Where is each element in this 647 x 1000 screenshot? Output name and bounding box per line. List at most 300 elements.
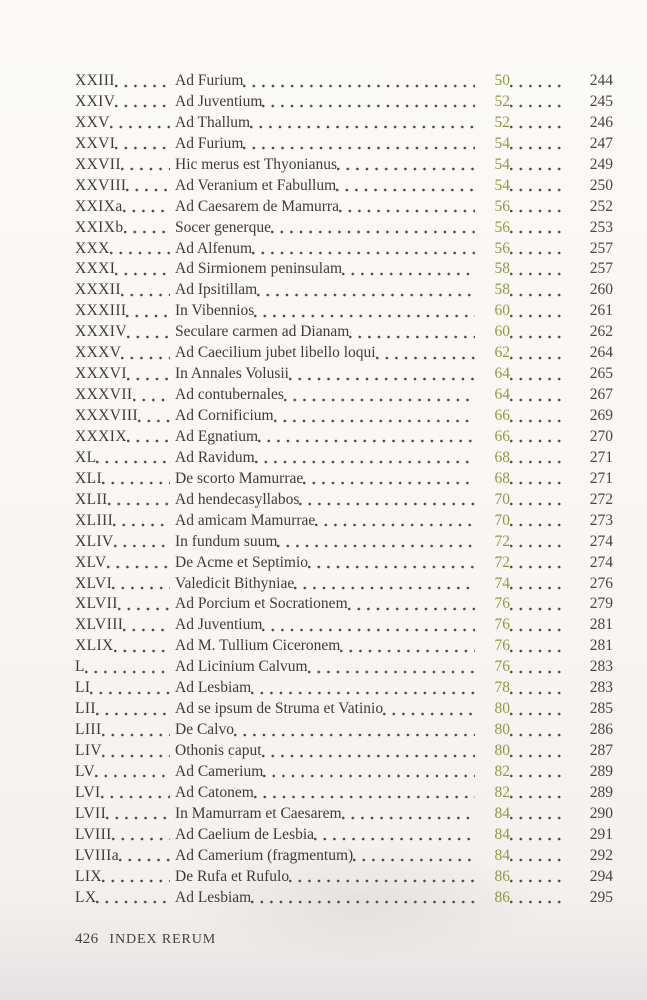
index-row [75, 511, 613, 532]
dot-leader [252, 239, 475, 260]
numeral-column [75, 71, 175, 92]
poem-numeral: XLIV [75, 532, 114, 550]
title-column [175, 218, 480, 239]
dot-leader [510, 71, 566, 92]
dot-leader [510, 553, 566, 574]
line-number: 56 [494, 239, 510, 257]
line-number: 72 [494, 553, 510, 571]
poem-title: Ad Sirmionem peninsulam [175, 260, 343, 278]
line-number: 64 [494, 386, 510, 404]
dot-leader [510, 532, 566, 553]
dot-leader [121, 280, 170, 301]
numeral-column [75, 532, 175, 553]
line-number: 56 [494, 197, 510, 215]
title-column [175, 532, 480, 553]
dot-leader [90, 678, 170, 699]
dot-leader [262, 615, 475, 636]
dot-leader [510, 406, 566, 427]
line-number: 54 [494, 134, 510, 152]
poem-title: Ad Juventium [175, 616, 263, 634]
numeral-column [75, 574, 175, 595]
poem-numeral: LIII [75, 721, 102, 739]
dot-leader [251, 678, 475, 699]
index-row [75, 846, 613, 867]
poem-numeral: XXVII [75, 155, 121, 173]
line-number: 82 [494, 783, 510, 801]
numeral-column [75, 239, 175, 260]
poem-numeral: L [75, 658, 85, 676]
dot-leader [337, 155, 475, 176]
poem-numeral: XXXVII [75, 386, 133, 404]
numeral-column [75, 867, 175, 888]
dot-leader [96, 699, 170, 720]
line-number: 54 [494, 176, 510, 194]
dot-leader [263, 762, 475, 783]
numeral-column [75, 176, 175, 197]
index-row [75, 636, 613, 657]
poem-title: Ad Ipsitillam [175, 281, 258, 299]
poem-title: Ad Thallum [175, 113, 251, 131]
poem-title: Ad Porcium et Socrationem [175, 595, 348, 613]
index-row [75, 678, 613, 699]
dot-leader [262, 741, 475, 762]
dot-leader [127, 364, 170, 385]
numeral-column [75, 155, 175, 176]
title-column [175, 553, 480, 574]
numeral-column [75, 825, 175, 846]
poem-title: Ad Caesarem de Mamurra [175, 197, 339, 215]
poem-title: Ad Camerium (fragmentum) [175, 846, 354, 864]
title-column [175, 301, 480, 322]
title-column [175, 113, 480, 134]
dot-leader [510, 594, 566, 615]
index-row [75, 574, 613, 595]
title-column [175, 427, 480, 448]
poem-numeral: XXXV [75, 344, 122, 362]
dot-leader [299, 490, 475, 511]
index-row [75, 888, 613, 909]
page-number: 264 [589, 344, 613, 362]
title-column [175, 469, 480, 490]
poem-title: Valedicit Bithyniae [175, 574, 295, 592]
poem-numeral: LI [75, 679, 91, 697]
title-column [175, 762, 480, 783]
page-number: 271 [589, 469, 613, 487]
line-number: 52 [494, 113, 510, 131]
dot-leader [115, 71, 170, 92]
poem-numeral: XXXIV [75, 323, 127, 341]
poem-numeral: LII [75, 700, 96, 718]
poem-numeral: LVI [75, 783, 101, 801]
index-row [75, 825, 613, 846]
poem-numeral: XXX [75, 239, 110, 257]
numeral-column [75, 343, 175, 364]
dot-leader [510, 113, 566, 134]
poem-numeral: XXXVI [75, 365, 127, 383]
poem-title: De Acme et Septimio [175, 553, 309, 571]
title-column [175, 804, 480, 825]
line-number: 86 [494, 888, 510, 906]
index-row [75, 259, 613, 280]
dot-leader [308, 553, 475, 574]
dot-leader [112, 825, 170, 846]
page-number: 269 [589, 407, 613, 424]
line-number: 80 [494, 700, 510, 718]
title-column [175, 239, 480, 260]
poem-title: Ad Alfenum [175, 239, 253, 257]
dot-leader [510, 92, 566, 113]
dot-leader [308, 657, 475, 678]
line-number: 70 [494, 511, 510, 529]
index-row [75, 448, 613, 469]
dot-leader [110, 239, 170, 260]
poem-title: Ad hendecasyllabos [175, 490, 300, 508]
dot-leader [108, 490, 170, 511]
poem-numeral: XXXI [75, 260, 116, 278]
numeral-column [75, 364, 175, 385]
dot-leader [119, 846, 170, 867]
title-column [175, 594, 480, 615]
poem-numeral: XLII [75, 490, 108, 508]
poem-title: Ad Cornificium [175, 407, 274, 424]
line-number: 58 [494, 260, 510, 278]
poem-title: Ad Licinium Calvum [175, 658, 308, 676]
index-row [75, 804, 613, 825]
dot-leader [510, 197, 566, 218]
title-column [175, 846, 480, 867]
poem-numeral: XLIX [75, 637, 114, 655]
index-row [75, 322, 613, 343]
title-column [175, 783, 480, 804]
line-number: 86 [494, 867, 510, 885]
line-number: 84 [494, 804, 510, 822]
dot-leader [254, 783, 475, 804]
dot-leader [110, 113, 170, 134]
dot-leader [510, 343, 566, 364]
numeral-column [75, 301, 175, 322]
dot-leader [121, 343, 170, 364]
poem-title: Ad se ipsum de Struma et Vatinio [175, 700, 384, 718]
poem-title: Ad Lesbiam [175, 888, 252, 906]
dot-leader [303, 469, 475, 490]
numeral-column [75, 406, 175, 427]
numeral-column [75, 741, 175, 762]
dot-leader [510, 469, 566, 490]
poem-numeral: LX [75, 888, 97, 906]
poem-title: In Vibennios [175, 302, 255, 320]
line-number: 80 [494, 742, 510, 759]
page-number: 283 [589, 679, 613, 697]
page-number: 276 [589, 574, 613, 592]
poem-numeral: XL [75, 448, 97, 466]
dot-leader [277, 532, 475, 553]
page-number: 252 [589, 197, 613, 215]
dot-leader [133, 385, 171, 406]
dot-leader [342, 804, 475, 825]
page-number: 260 [589, 281, 613, 299]
numeral-column [75, 846, 175, 867]
dot-leader [289, 364, 475, 385]
poem-title: In Mamurram et Caesarem [175, 804, 342, 822]
poem-title: Ad Catonem [175, 783, 254, 801]
title-column [175, 888, 480, 909]
dot-leader [102, 741, 170, 762]
page-number: 261 [589, 302, 613, 320]
title-column [175, 343, 480, 364]
folio-number: 426 [75, 931, 99, 947]
dot-leader [510, 176, 566, 197]
line-number: 60 [494, 302, 510, 320]
title-column [175, 448, 480, 469]
dot-leader [510, 846, 566, 867]
dot-leader [510, 134, 566, 155]
dot-leader [510, 280, 566, 301]
poem-title: In Annales Volusii [175, 365, 289, 383]
line-number: 84 [494, 846, 510, 864]
dot-leader [348, 594, 475, 615]
index-row [75, 553, 613, 574]
poem-title: Ad Egnatium [175, 427, 259, 445]
index-row [75, 699, 613, 720]
numeral-column [75, 469, 175, 490]
page-number: 247 [589, 134, 613, 152]
dot-leader [101, 783, 170, 804]
numeral-column [75, 636, 175, 657]
poem-numeral: XLV [75, 553, 107, 571]
title-column [175, 176, 480, 197]
index-row [75, 385, 613, 406]
dot-leader [243, 71, 475, 92]
poem-numeral: XXVI [75, 134, 116, 152]
poem-numeral: LVIII [75, 825, 112, 843]
dot-leader [510, 301, 566, 322]
poem-title: Ad Veranium et Fabullum [175, 176, 337, 194]
running-head: INDEX RERUM [109, 932, 217, 947]
numeral-column [75, 783, 175, 804]
title-column [175, 615, 480, 636]
page-number: 281 [589, 637, 613, 655]
page-number: 270 [589, 427, 613, 445]
numeral-column [75, 427, 175, 448]
dot-leader [510, 218, 566, 239]
dot-leader [510, 762, 566, 783]
dot-leader [510, 364, 566, 385]
page-number: 257 [589, 239, 613, 257]
numeral-column [75, 657, 175, 678]
dot-leader [383, 699, 475, 720]
poem-numeral: XXXII [75, 281, 121, 299]
poem-numeral: XXXVIII [75, 407, 139, 424]
poem-title: Ad Caelium de Lesbia [175, 825, 315, 843]
dot-leader [123, 615, 170, 636]
dot-leader [336, 176, 475, 197]
page-number: 272 [589, 490, 613, 508]
dot-leader [271, 218, 475, 239]
poem-title: Ad Lesbiam [175, 679, 252, 697]
dot-leader [510, 155, 566, 176]
poem-title: Ad Juventium [175, 92, 263, 110]
index-row [75, 615, 613, 636]
title-column [175, 197, 480, 218]
dot-leader [340, 636, 475, 657]
dot-leader [510, 239, 566, 260]
poem-numeral: XXIII [75, 72, 115, 89]
dot-leader [115, 92, 170, 113]
index-row [75, 301, 613, 322]
poem-title: Ad Caecilium jubet libello loqui [175, 344, 376, 362]
page-number: 265 [589, 365, 613, 383]
dot-leader [123, 197, 170, 218]
title-column [175, 657, 480, 678]
numeral-column [75, 804, 175, 825]
poem-numeral: XLVI [75, 574, 113, 592]
line-number: 74 [494, 574, 510, 592]
index-row [75, 113, 613, 134]
poem-numeral: XXV [75, 113, 110, 131]
dot-leader [96, 888, 170, 909]
title-column [175, 155, 480, 176]
poem-title: Ad Furium [175, 134, 244, 152]
title-column [175, 636, 480, 657]
numeral-column [75, 490, 175, 511]
page-number: 285 [589, 700, 613, 718]
dot-leader [315, 511, 475, 532]
dot-leader [510, 322, 566, 343]
poem-title: Othonis caput [175, 742, 262, 759]
numeral-column [75, 322, 175, 343]
title-column [175, 741, 480, 762]
dot-leader [250, 113, 475, 134]
dot-leader [510, 783, 566, 804]
poem-numeral: LVIIIa [75, 846, 120, 864]
line-number: 70 [494, 490, 510, 508]
title-column [175, 490, 480, 511]
page-number: 262 [589, 323, 613, 341]
page-number: 253 [589, 218, 613, 236]
dot-leader [262, 92, 475, 113]
index-row [75, 427, 613, 448]
poem-numeral: XLVII [75, 595, 118, 613]
index-row [75, 867, 613, 888]
page-number: 291 [589, 825, 613, 843]
dot-leader [255, 448, 475, 469]
index-row [75, 71, 613, 92]
page-number: 250 [589, 176, 613, 194]
index-row [75, 239, 613, 260]
poem-numeral: LIV [75, 742, 103, 759]
title-column [175, 825, 480, 846]
dot-leader [510, 699, 566, 720]
dot-leader [126, 176, 170, 197]
title-column [175, 699, 480, 720]
numeral-column [75, 888, 175, 909]
index-list [75, 71, 613, 909]
numeral-column [75, 92, 175, 113]
page-number: 274 [589, 532, 613, 550]
poem-title: Ad Camerium [175, 762, 264, 780]
numeral-column [75, 385, 175, 406]
numeral-column [75, 511, 175, 532]
poem-numeral: XXXIII [75, 302, 127, 320]
poem-title: Hic merus est Thyonianus [175, 155, 338, 173]
page-number: 279 [589, 595, 613, 613]
index-row [75, 343, 613, 364]
poem-numeral: XLI [75, 469, 103, 487]
title-column [175, 71, 480, 92]
poem-title: De scorto Mamurrae [175, 469, 304, 487]
dot-leader [376, 343, 475, 364]
poem-numeral: LVII [75, 804, 107, 822]
dot-leader [510, 636, 566, 657]
dot-leader [114, 532, 170, 553]
line-number: 66 [494, 407, 510, 424]
poem-numeral: LV [75, 762, 96, 780]
poem-numeral: LIX [75, 867, 103, 885]
line-number: 60 [494, 323, 510, 341]
page-number: 295 [589, 888, 613, 906]
line-number: 54 [494, 155, 510, 173]
poem-numeral: XXIXb [75, 218, 124, 236]
page-number: 292 [589, 846, 613, 864]
dot-leader [85, 657, 170, 678]
dot-leader [342, 259, 475, 280]
numeral-column [75, 553, 175, 574]
page-number: 289 [589, 762, 613, 780]
index-row [75, 406, 613, 427]
line-number: 72 [494, 532, 510, 550]
dot-leader [115, 134, 170, 155]
numeral-column [75, 197, 175, 218]
title-column [175, 322, 480, 343]
poem-numeral: XLIII [75, 511, 114, 529]
dot-leader [243, 134, 475, 155]
index-row [75, 594, 613, 615]
line-number: 84 [494, 825, 510, 843]
line-number: 66 [494, 427, 510, 445]
line-number: 76 [494, 637, 510, 655]
line-number: 56 [494, 218, 510, 236]
dot-leader [127, 322, 170, 343]
dot-leader [510, 490, 566, 511]
dot-leader [112, 574, 170, 595]
index-row [75, 762, 613, 783]
page-number: 274 [589, 553, 613, 571]
dot-leader [115, 259, 170, 280]
dot-leader [118, 594, 170, 615]
page-footer [75, 931, 216, 948]
title-column [175, 259, 480, 280]
poem-numeral: XXIV [75, 92, 116, 110]
dot-leader [510, 720, 566, 741]
dot-leader [107, 553, 170, 574]
line-number: 76 [494, 658, 510, 676]
page-number: 271 [589, 448, 613, 466]
line-number: 80 [494, 721, 510, 739]
dot-leader [314, 825, 475, 846]
index-row [75, 176, 613, 197]
dot-leader [96, 448, 170, 469]
title-column [175, 720, 480, 741]
page-number: 286 [589, 721, 613, 739]
numeral-column [75, 280, 175, 301]
page-number: 283 [589, 658, 613, 676]
page-number: 290 [589, 804, 613, 822]
dot-leader [274, 406, 475, 427]
dot-leader [114, 636, 170, 657]
title-column [175, 280, 480, 301]
dot-leader [510, 657, 566, 678]
dot-leader [126, 301, 170, 322]
